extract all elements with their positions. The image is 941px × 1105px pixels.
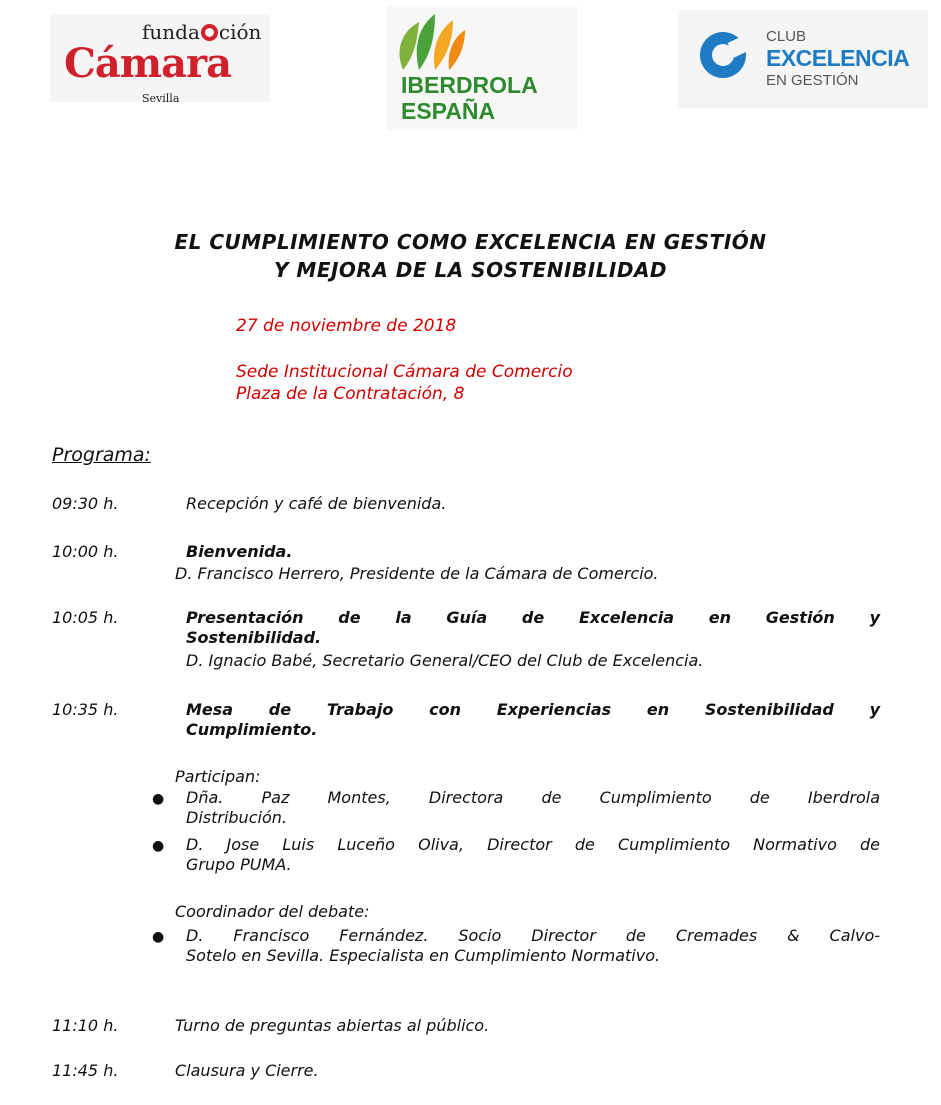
- agenda-text: Turno de preguntas abiertas al público.: [175, 1016, 490, 1035]
- logo-club-line1: CLUB: [766, 28, 807, 45]
- club-excelencia-logo: [678, 10, 928, 108]
- participant-line2: Distribución.: [186, 808, 287, 827]
- club-c-icon: [700, 32, 746, 78]
- logo-club-line3: EN GESTIÓN: [766, 72, 859, 89]
- agenda-time: 11:10 h.: [52, 1016, 119, 1035]
- logo-camara-fundacion: funda ción: [142, 20, 262, 44]
- agenda-title-line1: Presentación de la Guía de Excelencia en Gestión y: [186, 608, 880, 627]
- bullet-icon: ●: [152, 929, 165, 945]
- event-date: 27 de noviembre de 2018: [236, 316, 457, 336]
- agenda-time: 09:30 h.: [52, 494, 119, 513]
- logo-iberdrola-line2: ESPAÑA: [401, 98, 496, 124]
- coordinator-line2: Sotelo en Sevilla. Especialista en Cumplimiento Normativo.: [186, 946, 661, 965]
- programa-heading: Programa:: [52, 444, 151, 466]
- agenda-title-line2: Sostenibilidad.: [186, 628, 322, 647]
- event-venue-line1: Sede Institucional Cámara de Comercio: [236, 362, 573, 382]
- agenda-text: Clausura y Cierre.: [175, 1061, 319, 1080]
- event-venue-line2: Plaza de la Contratación, 8: [236, 384, 465, 404]
- document-title-line2: Y MEJORA DE LA SOSTENIBILIDAD: [273, 258, 668, 282]
- coordinator-line1: D. Francisco Fernández. Socio Director de Cremades & Calvo-: [186, 926, 880, 945]
- participant-line2: Grupo PUMA.: [186, 855, 292, 874]
- bullet-icon: ●: [152, 791, 165, 807]
- logo-camara-city: Sevilla: [142, 92, 180, 105]
- agenda-title: Bienvenida.: [186, 542, 293, 561]
- document-title-line1: EL CUMPLIMIENTO COMO EXCELENCIA EN GESTIÓN: [174, 230, 767, 254]
- agenda-time: 10:00 h.: [52, 542, 119, 561]
- agenda-time: 10:05 h.: [52, 608, 119, 627]
- agenda-title-line1: Mesa de Trabajo con Experiencias en Sostenibilidad y: [186, 700, 880, 719]
- agenda-speaker: D. Francisco Herrero, Presidente de la Cámara de Comercio.: [175, 564, 659, 583]
- logo-camara-name: Cámara: [64, 40, 231, 87]
- logo-club-line2: EXCELENCIA: [766, 45, 910, 71]
- participant-line1: Dña. Paz Montes, Directora de Cumplimiento de Iberdrola: [186, 788, 880, 807]
- coordinator-label: Coordinador del debate:: [175, 902, 370, 921]
- leaves-icon: [393, 10, 473, 72]
- participant-line1: D. Jose Luis Luceño Oliva, Director de Cumplimiento Normativo de: [186, 835, 880, 854]
- iberdrola-logo: [387, 6, 577, 130]
- bullet-icon: ●: [152, 838, 165, 854]
- agenda-text: Recepción y café de bienvenida.: [186, 494, 447, 513]
- participants-label: Participan:: [175, 767, 261, 786]
- agenda-title-line2: Cumplimiento.: [186, 720, 318, 739]
- agenda-time: 11:45 h.: [52, 1061, 119, 1080]
- logo-iberdrola-line1: IBERDROLA: [401, 72, 538, 98]
- agenda-speaker: D. Ignacio Babé, Secretario General/CEO del Club de Excelencia.: [186, 651, 704, 670]
- agenda-time: 10:35 h.: [52, 700, 119, 719]
- ring-icon: [201, 24, 218, 41]
- fundacion-camara-logo: [50, 14, 270, 105]
